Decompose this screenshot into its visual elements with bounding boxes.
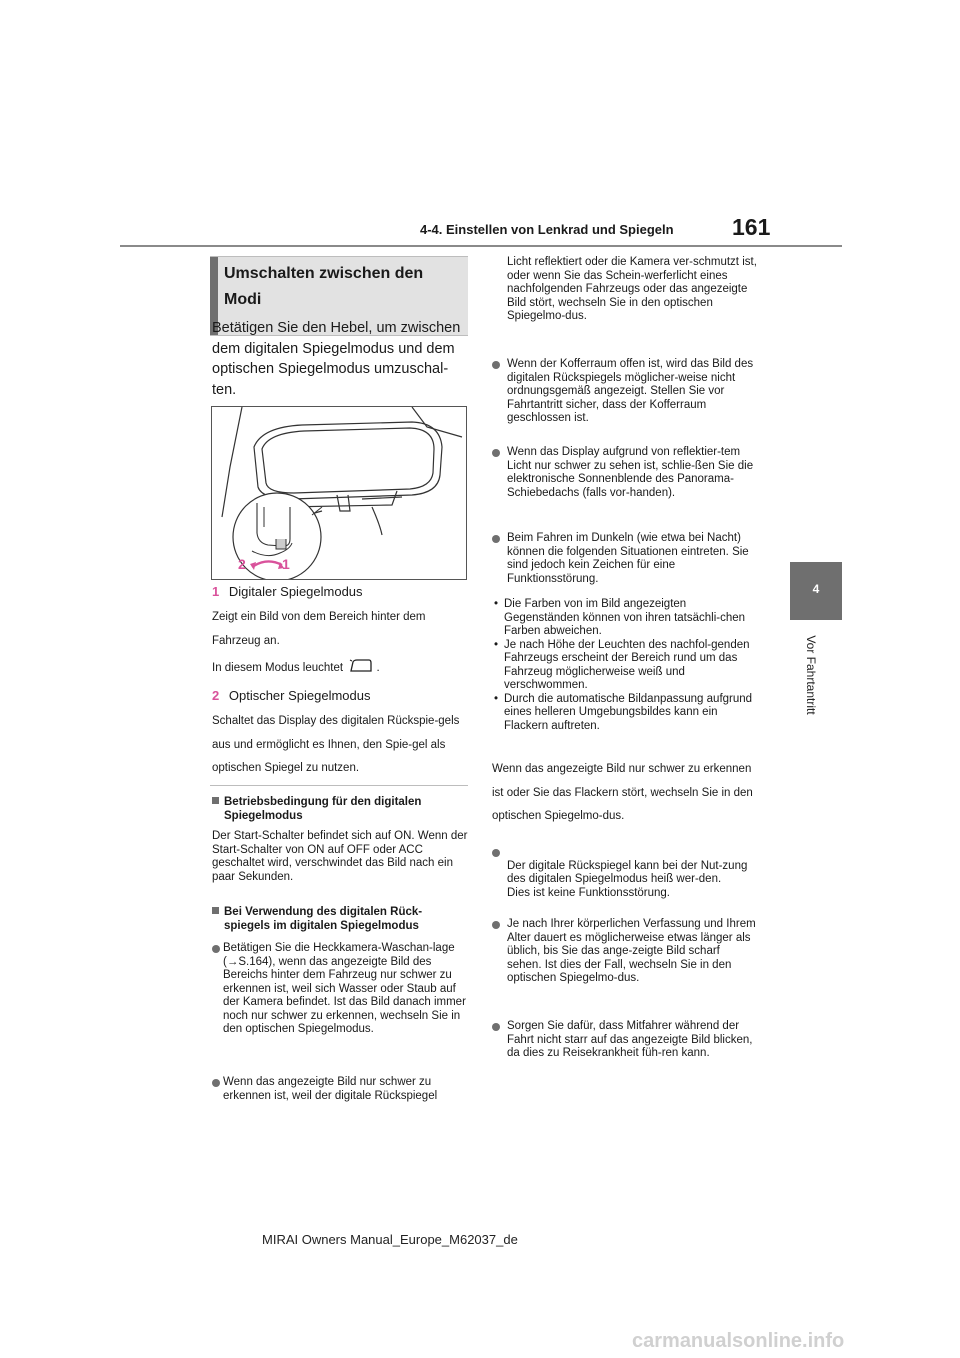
bullet-night-driving [492,532,756,586]
subheading-line-1: Betriebsbedingung für den digitalen [224,796,422,808]
bullet-link-text[interactable]: S.164), wenn das angezeigte Bild des Bereichs hinter dem Fahrzeug nur schwer zu erkennen ist, weil sich Wasser oder Staub auf der Kamera befindet. Ist das Bild danach immer noch nur schwer zu erkennen, wechseln Sie in den optischen Spiegelmodus. [223,955,466,1035]
item-1-indicator-line [212,658,466,678]
bullet-camera-washer [212,942,468,1037]
subheading-digital-mode-use [212,906,468,933]
chapter-side-label: Vor Fahrtantritt [804,635,818,715]
round-bullet-icon [492,535,500,543]
zoom-circle [233,493,321,580]
subheading-line-2: spiegels im digitalen Spiegelmodus [224,919,419,932]
switch-mode-paragraph: Wenn das angezeigte Bild nur schwer zu erkennen ist oder Sie das Flackern stört, wechseln Sie in den optischen Spiegelmo-dus. [492,763,753,822]
item-2 [212,688,466,703]
callout-1: 1 [282,556,290,572]
list-item: • Die Farben von im Bild angezeigten Gegenständen können von ihren tatsächli-chen Farben abweichen. [492,598,754,639]
bullet-trunk-open [492,358,756,426]
bullet-text: Wenn der Kofferraum offen ist, wird das Bild des digitalen Rückspiegels möglicher-weise nicht ordnungsgemäß angezeigt. Stellen Sie vor Fahrtantritt sicher, dass der Kofferraum geschlossen ist. [507,358,754,424]
round-bullet-icon [492,921,500,929]
continued-text: Licht reflektiert oder die Kamera ver-schmutzt ist, oder wenn Sie das Schein-werferlicht eines nachfolgenden Fahrzeugs oder das angezeigte Bild stört, wechseln Sie in den optischen Spiegelmo-dus. [507,256,757,322]
bullet-text: Wenn das Display aufgrund von reflektier-tem Licht nur schwer zu sehen ist, schlie-ßen Sie die elektronische Sonnenblende des Panorama-Schiebedachs (falls vor-handen). [507,446,754,499]
bullet-text: Der digitale Rückspiegel kann bei der Nut-zung des digitalen Spiegelmodus heiß wer-den. Dies ist keine Funktionsstörung. [507,859,748,899]
section-divider [210,785,468,786]
round-bullet-icon [492,1023,500,1031]
indicator-prefix: In diesem Modus leuchtet [212,662,344,674]
round-bullet-icon [492,849,500,857]
bullet-text: Beim Fahren im Dunkeln (wie etwa bei Nacht) können die folgenden Situationen eintreten. Sie sind jedoch kein Zeichen für eine Funktionsstörung. [507,532,749,585]
indicator-suffix: . [376,662,380,674]
night-driving-list [492,598,754,733]
bullet-mirror-hot [492,846,756,914]
item-2-description: Schaltet das Display des digitalen Rückspie-gels aus und ermöglicht es Ihnen, den Spie-gel als optischen Spiegel zu nutzen. [212,715,460,774]
round-bullet-icon [492,361,500,369]
watermark-text: carmanualsonline.info [632,1330,845,1352]
square-bullet-icon [212,797,219,804]
footer-manual-id: MIRAI Owners Manual_Europe_M62037_de [262,1232,518,1247]
subheading-operating-condition [212,796,468,823]
round-bullet-icon [212,945,220,953]
intro-paragraph: Betätigen Sie den Hebel, um zwischen dem digitalen Spiegelmodus und dem optischen Spiegelmodus umzuschal-ten. [212,320,461,398]
item-2-title: Optischer Spiegelmodus [228,688,371,703]
list-item: • Durch die automatische Bildanpassung aufgrund eines helleren Umgebungsbildes kann ein Flackern auftreten. [492,693,754,734]
subheading-line-2: Spiegelmodus [224,809,303,822]
subheading-line-1: Bei Verwendung des digitalen Rück- [224,906,423,918]
round-bullet-icon [212,1079,220,1087]
round-bullet-icon [492,449,500,457]
item-1-title: Digitaler Spiegelmodus [228,584,363,599]
bullet-focus-time [492,918,756,986]
bullet-sunshade [492,446,756,500]
page-number: 161 [732,214,771,240]
list-item: • Je nach Höhe der Leuchten des nachfol-genden Fahrzeugs erscheint der Bereich rund um das Fahrzeug möglicherweise weiß und verschwommen. [492,639,754,693]
chapter-tab-number: 4 [812,582,820,596]
bullet-text: Je nach Ihrer körperlichen Verfassung und Ihrem Alter dauert es möglicherweise etwas länger als üblich, bis Sie das ange-zeigte Bild scharf sehen. Ist dies der Fall, wechseln Sie in den optischen Spiegelmo-dus. [507,918,756,984]
section-heading: Umschalten zwischen den Modi [224,265,424,308]
mirror-lever-drawing [212,407,467,580]
bullet-text: Sorgen Sie dafür, dass Mitfahrer während der Fahrt nicht starr auf das angezeigte Bild blicken, da dies zu Reisekrankheit füh-ren kann. [507,1020,753,1059]
square-bullet-icon [212,907,219,914]
bullet-text: Wenn das angezeigte Bild nur schwer zu erkennen ist, weil der digitale Rückspiegel [223,1076,438,1102]
header-rule [120,245,842,247]
callout-2: 2 [238,556,246,572]
bullet-motion-sickness [492,1020,756,1061]
mirror-lever-illustration [211,406,467,580]
item-1-description: Zeigt ein Bild von dem Bereich hinter dem Fahrzeug an. [212,611,426,647]
item-2-number: 2 [212,688,220,703]
bullet-text-part: Betätigen Sie die Heckkamera-Waschan-lage ( [223,942,455,968]
arrow-icon: → [226,955,239,968]
item-1 [212,584,466,599]
item-1-number: 1 [212,584,220,599]
section-title: 4-4. Einstellen von Lenkrad und Spiegeln [420,222,674,237]
operating-condition-text: Der Start-Schalter befindet sich auf ON. Wenn der Start-Schalter von ON auf OFF oder ACC geschaltet wird, verschwindet das Bild nach ein paar Sekunden. [212,830,468,883]
bullet-reflection [212,1076,468,1103]
digital-mirror-indicator-icon [349,659,373,673]
